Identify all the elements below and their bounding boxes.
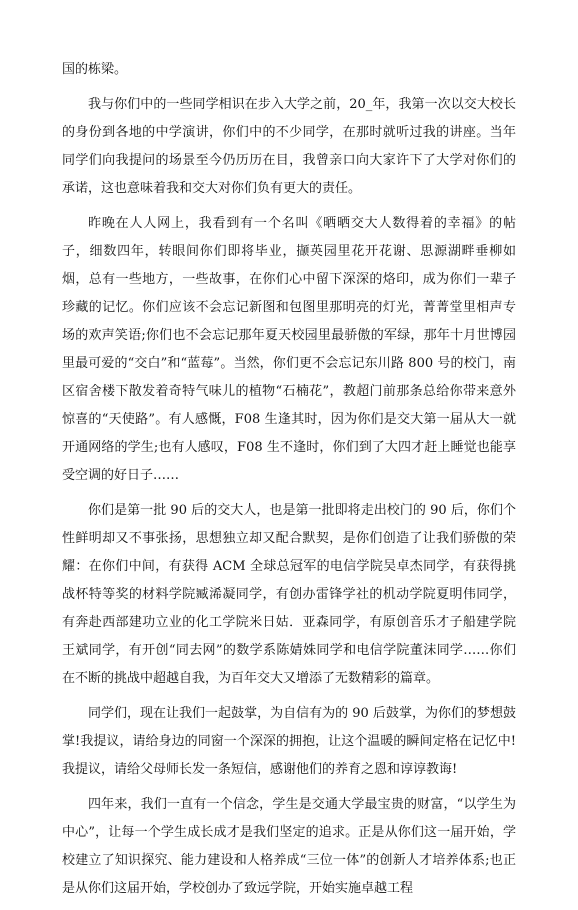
- document-page: [62, 56, 516, 910]
- paragraph-5: 同学们，现在让我们一起鼓掌，为自信有为的 90 后鼓掌，为你们的梦想鼓掌!我提议，请给身边的同窗一个深深的拥抱，让这个温暖的瞬间定格在记忆中!我提议，请给父母师长发一条短信，感谢他们的养育之恩和谆谆教诲!: [62, 706, 516, 777]
- paragraph-3: 昨晚在人人网上，我看到有一个名叫《晒晒交大人数得着的幸福》的帖子，细数四年，转眼间你们即将毕业，撷英园里花开花谢、思源湖畔垂柳如烟，总有一些地方，一些故事，在你们心中留下深深的烙印，成为你们一辈子珍藏的记忆。你们应该不会忘记新图和包图里那明亮的灯光，菁菁堂里相声专场的欢声笑语;你们也不会忘记那年夏天校园里最骄傲的军绿，那年十月世博园里最可爱的“交白”和“蓝莓”。当然，你们更不会忘记东川路 800 号的校门，南区宿舍楼下散发着奇特气味儿的植物“石楠花”，教超门前那条总给你带来意外惊喜的“天使路”。有人感慨，F08 生逢其时，因为你们是交大第一届从大一就开通网络的学生;也有人感叹，F08 生不逢时，你们到了大四才赶上睡觉也能享受空调的好日子……: [62, 216, 516, 483]
- paragraph-6: 四年来，我们一直有一个信念，学生是交通大学最宝贵的财富，“以学生为中心”，让每一个学生成长成才是我们坚定的追求。正是从你们这一届开始，学校建立了知识探究、能力建设和人格养成“三位一体”的创新人才培养体系;也正是从你们这届开始，学校创办了致远学院，开始实施卓越工程: [62, 797, 516, 896]
- paragraph-4: 你们是第一批 90 后的交大人，也是第一批即将走出校门的 90 后，你们个性鲜明却又不事张扬，思想独立却又配合默契，是你们创造了让我们骄傲的荣耀：在你们中间，有获得 ACM 全球总冠军的电信学院吴卓杰同学，有获得挑战杯特等奖的材料学院臧浠凝同学，有创办雷锋学社的机动学院夏明伟同学，有奔赴西部建功立业的化工学院米日姑．亚森同学，有原创音乐才子船建学院王斌同学，有开创“同去网”的数学系陈婧姝同学和电信学院董沫同学……你们在不断的挑战中超越自我，为百年交大又增添了无数精彩的篇章。: [62, 503, 516, 686]
- paragraph-2: 我与你们中的一些同学相识在步入大学之前，20_年，我第一次以交大校长的身份到各地的中学演讲，你们中的不少同学，在那时就听过我的讲座。当年同学们向我提问的场景至今仍历历在目，我曾亲口向大家许下了大学对你们的承诺，这也意味着我和交大对你们负有更大的责任。: [62, 97, 516, 196]
- paragraph-1: 国的栋梁。: [62, 62, 128, 77]
